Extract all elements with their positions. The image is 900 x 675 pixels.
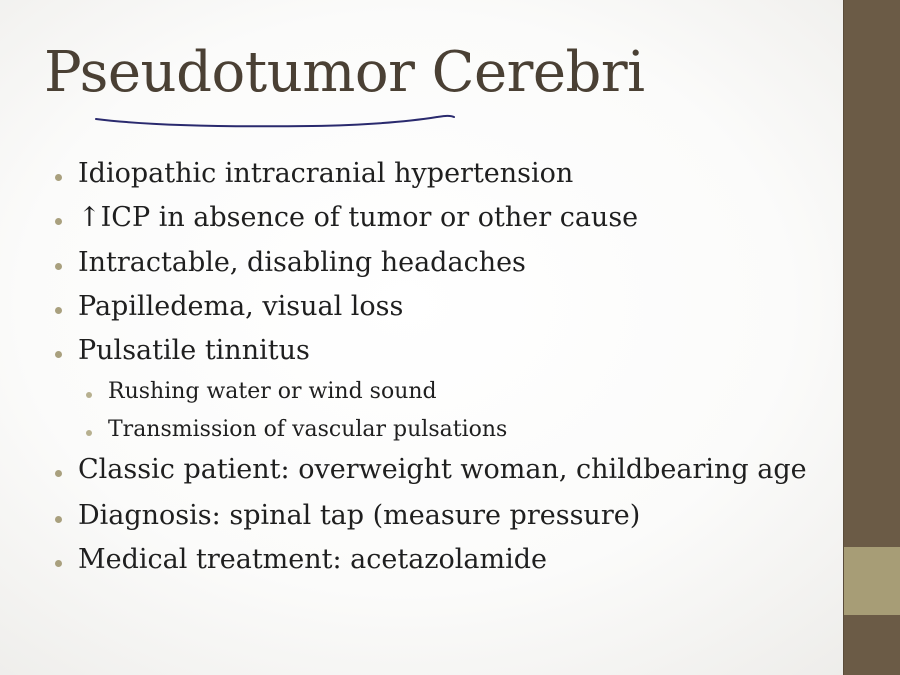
- sub-bullet-marker: [86, 430, 92, 436]
- sub-bullet-marker: [86, 392, 92, 398]
- decorative-sidebar: [843, 0, 900, 675]
- sub-bullet-item: Rushing water or wind sound: [108, 379, 437, 404]
- bullet-marker: [55, 218, 62, 225]
- slide-title: Pseudotumor Cerebri: [44, 40, 645, 105]
- bullet-item: Pulsatile tinnitus: [78, 335, 310, 366]
- bullet-item: Intractable, disabling headaches: [78, 247, 526, 278]
- bullet-marker: [55, 307, 62, 314]
- bullet-item: Papilledema, visual loss: [78, 291, 404, 322]
- bullet-item: Classic patient: overweight woman, childbearing age: [78, 454, 807, 485]
- handwritten-underline-annotation: [92, 108, 462, 132]
- bullet-marker: [55, 560, 62, 567]
- bullet-marker: [55, 263, 62, 270]
- bullet-item: Medical treatment: acetazolamide: [78, 544, 548, 575]
- sub-bullet-item: Transmission of vascular pulsations: [108, 417, 508, 442]
- bullet-item: Diagnosis: spinal tap (measure pressure): [78, 500, 641, 531]
- bullet-item: Idiopathic intracranial hypertension: [78, 158, 574, 189]
- bullet-marker: [55, 174, 62, 181]
- bullet-marker: [55, 516, 62, 523]
- bullet-marker: [55, 351, 62, 358]
- sidebar-accent-block: [844, 547, 900, 615]
- bullet-marker: [55, 470, 62, 477]
- bullet-item: ↑ICP in absence of tumor or other cause: [78, 202, 639, 233]
